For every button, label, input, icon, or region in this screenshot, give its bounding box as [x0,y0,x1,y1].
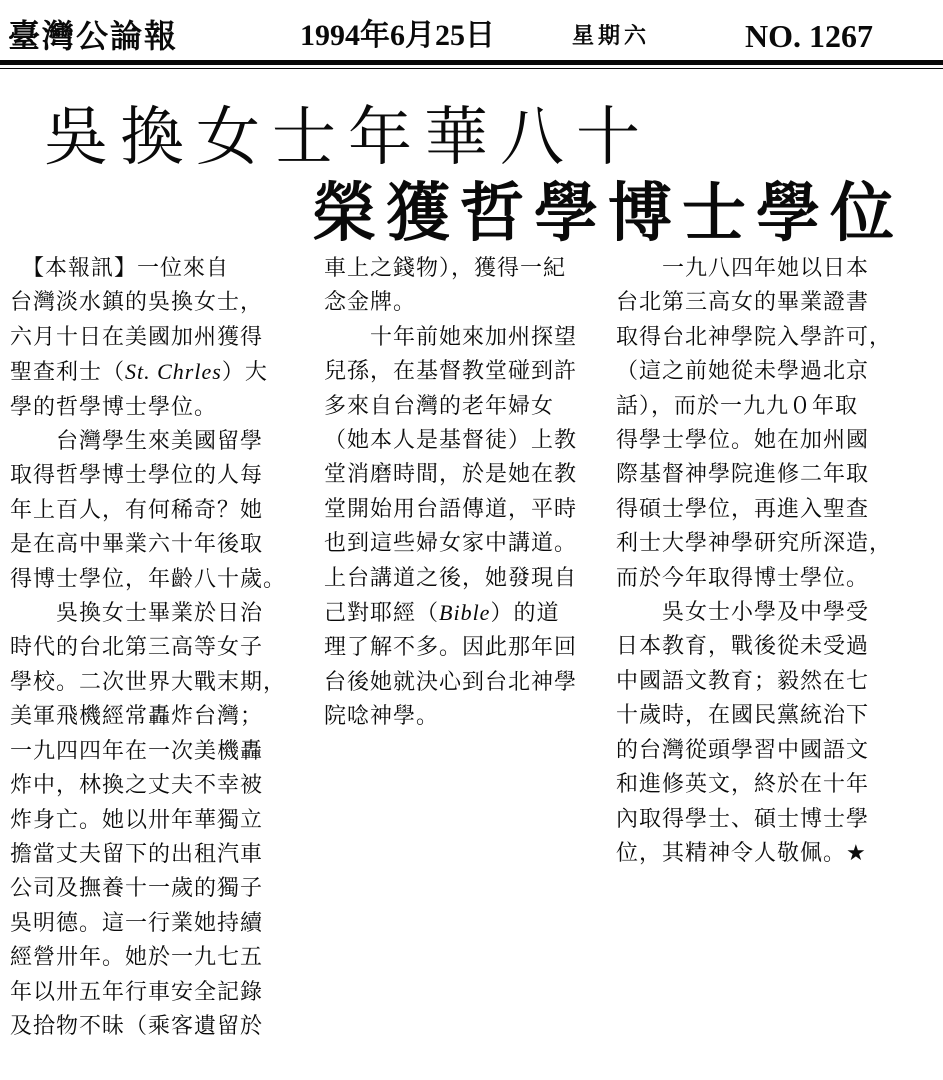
article-line: 堂開始用台語傳道，平時 [324,496,578,522]
article-line: 一九八四年她以日本 [616,256,870,281]
article-line: 堂消磨時間，於是她在教 [324,462,578,488]
masthead-rule-thin [0,68,943,69]
article-line: 院唸神學。 [324,704,440,730]
article-line: 年上百人，有何稀奇？她 [10,497,264,523]
article-text: ）大 [221,360,268,386]
article-line: 上台講道之後，她發現自 [324,565,578,591]
article-line: 中國語文教育；毅然在七 [616,668,870,694]
article-line: 得學士學位。她在加州國 [616,428,870,454]
article-line: 際基督神學院進修二年取 [616,462,870,488]
article-line: 取得哲學博士學位的人每 [10,463,264,489]
article-line: 話），而於一九九０年取 [616,393,859,419]
article-text: 己對耶經（ [324,601,440,627]
article-line: 而於今年取得博士學位。 [616,565,870,591]
article-line: 美軍飛機經常轟炸台灣； [10,704,264,730]
article-line: 吳明德。這一行業她持續 [10,910,264,936]
issue-number: NO. 1267 [745,18,873,54]
article-column-3 [616,252,906,871]
article-line: 台北第三高女的畢業證書 [616,290,870,316]
article-line: 的台灣從頭學習中國語文 [616,737,870,763]
article-line: 台灣學生來美國留學 [10,429,264,455]
article-line: 和進修英文，終於在十年 [616,772,870,798]
article-line [324,596,608,631]
article-line [10,355,310,390]
article-line: （這之前她從未學過北京 [616,359,870,385]
article-line: 得碩士學位，再進入聖查 [616,496,870,522]
article-text: 聖查利士（ [10,360,126,386]
article-line: 取得台北神學院入學許可， [616,324,893,350]
article-line: 十年前她來加州探望 [324,324,578,350]
article-line: 時代的台北第三高等女子 [10,635,264,661]
article-line: 車上之錢物），獲得一紀 [324,256,567,281]
article-line: 吳換女士畢業於日治 [10,601,264,627]
article-line: 擔當丈夫留下的出租汽車 [10,841,264,867]
masthead-rule [0,60,943,65]
article-line: 及拾物不昧（乘客遺留於 [10,1013,264,1039]
article-line: 炸身亡。她以卅年華獨立 [10,807,264,833]
article-line: 念金牌。 [324,290,417,316]
article-line: 經營卅年。她於一九七五 [10,945,264,971]
article-column-2 [324,252,608,735]
article-line: 是在高中畢業六十年後取 [10,532,264,558]
article-line: 吳女士小學及中學受 [616,600,870,626]
article-line: 學的哲學博士學位。 [10,394,218,420]
article-line: 位，其精神令人敬佩。★ [616,840,867,866]
newspaper-name: 臺灣公論報 [8,17,179,55]
article-line: 學校。二次世界大戰末期， [10,669,287,695]
article-line: 六月十日在美國加州獲得 [10,324,264,350]
headline-line-2: 榮獲哲學博士學位 [312,177,904,251]
issue-weekday: 星期六 [572,24,651,49]
latin-name: Bible [439,600,491,626]
article-line: 理了解不多。因此那年回 [324,635,578,661]
article-line: 台灣淡水鎮的吳換女士， [10,290,264,316]
article-line: 炸中，林換之丈夫不幸被 [10,773,264,799]
article-text: ）的道 [490,601,560,627]
article-line: 多來自台灣的老年婦女 [324,393,555,419]
article-line: （她本人是基督徒）上教 [324,428,578,454]
article-line: 內取得學士、碩士博士學 [616,806,870,832]
article-line: 得博士學位，年齡八十歲。 [10,566,287,592]
article-line: 日本教育，戰後從未受過 [616,634,870,660]
article-line: 也到這些婦女家中講道。 [324,531,578,557]
article-line: 台後她就決心到台北神學 [324,669,578,695]
article-column-1 [10,252,310,1044]
article-line: 兒孫，在基督教堂碰到許 [324,359,578,385]
article-line: 十歲時，在國民黨統治下 [616,703,870,729]
article-line: 公司及撫養十一歲的獨子 [10,876,264,902]
article-line: 【本報訊】一位來自 [10,256,230,281]
headline-line-1: 吳換女士年華八十 [44,101,652,175]
article-line: 年以卅五年行車安全記錄 [10,979,264,1005]
latin-name: St. Chrles [125,359,222,385]
article-line: 利士大學神學研究所深造， [616,531,893,557]
article-line: 一九四四年在一次美機轟 [10,738,264,764]
issue-date: 1994年6月25日 [300,19,495,52]
masthead [0,0,943,70]
